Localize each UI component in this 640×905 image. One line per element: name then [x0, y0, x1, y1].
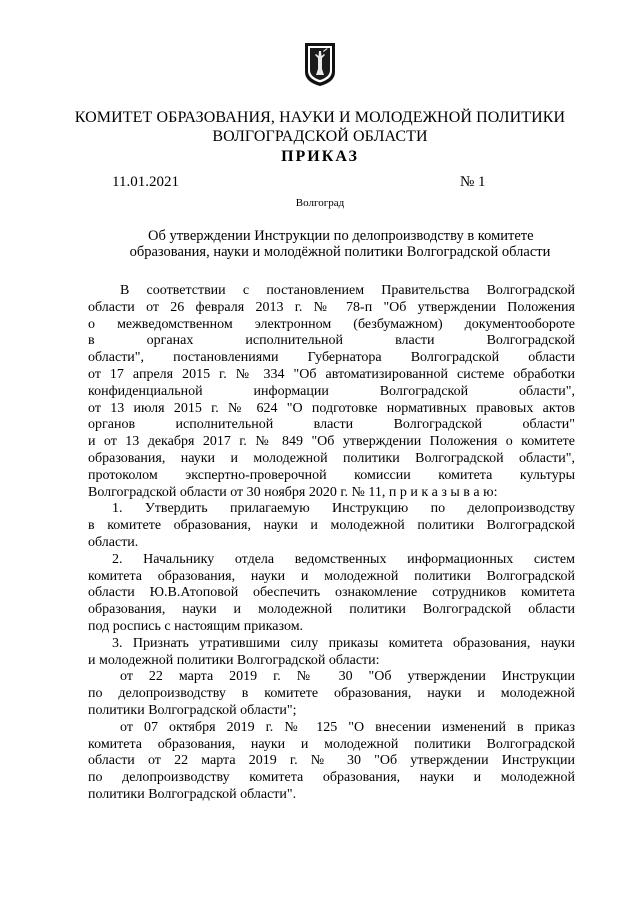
body-line: от 07 октября 2019 г. № 125 "О внесении изменений в приказ: [120, 719, 575, 735]
body-line: по делопроизводству комитета образования, науки и молодежной: [88, 770, 575, 786]
body-line: от 22 марта 2019 г. № 30 "Об утверждении Инструкции: [120, 669, 575, 685]
document-city: Волгоград: [295, 197, 345, 209]
subject-line: образования, науки и молодёжной политики Волгоградской области: [129, 244, 551, 260]
body-line: по делопроизводству в комитете образования, науки и молодежной: [88, 686, 575, 702]
body-line: протоколом экспертно-проверочной комиссии комитета культуры: [88, 467, 575, 483]
organization-name-line2: ВОЛГОГРАДСКОЙ ОБЛАСТИ: [212, 128, 428, 145]
document-body: [88, 283, 575, 804]
body-line: в органах исполнительной власти Волгоградской: [88, 333, 575, 349]
body-line: органов исполнительной власти Волгоградской области": [88, 417, 575, 433]
body-line: комитета образования, науки и молодежной политики Волгоградской: [88, 736, 575, 752]
body-line: комитета образования, науки и молодежной политики Волгоградской: [88, 568, 575, 584]
body-line: области от 26 февраля 2013 г. № 78-п "Об утверждении Положения: [88, 299, 575, 315]
body-line: политики Волгоградской области";: [88, 702, 297, 718]
body-line: от 13 июля 2015 г. № 624 "О подготовке нормативных правовых актов: [88, 400, 575, 416]
body-line: в комитете образования, науки и молодежной политики Волгоградской: [88, 518, 575, 534]
organization-name-line1: КОМИТЕТ ОБРАЗОВАНИЯ, НАУКИ И МОЛОДЕЖНОЙ ПОЛИТИКИ: [74, 109, 566, 126]
body-line: 2. Начальнику отдела ведомственных информационных систем: [112, 551, 575, 567]
body-line: и молодежной политики Волгоградской области:: [88, 652, 380, 668]
document-type-title: ПРИКАЗ: [281, 148, 359, 165]
subject-line: Об утверждении Инструкции по делопроизводству в комитете: [148, 228, 534, 244]
document-number: № 1: [460, 174, 486, 190]
coat-of-arms-emblem: [304, 42, 336, 87]
body-line: конфиденциальной информации Волгоградской области",: [88, 383, 575, 399]
body-line: под роспись с настоящим приказом.: [88, 618, 304, 634]
body-line: образования, науки и молодежной политики Волгоградской области",: [88, 450, 575, 466]
document-date: 11.01.2021: [112, 174, 179, 190]
body-line: политики Волгоградской области".: [88, 786, 297, 802]
body-line: от 17 апреля 2015 г. № 334 "Об автоматизированной системе обработки: [88, 366, 575, 382]
body-line: области", постановлениями Губернатора Волгоградской области: [88, 350, 575, 366]
document-subject: [100, 228, 580, 260]
body-line: образования, науки и молодежной политики Волгоградской области: [88, 602, 575, 618]
body-line: 3. Признать утратившими силу приказы комитета образования, науки: [112, 635, 575, 651]
body-line: В соответствии с постановлением Правительства Волгоградской: [120, 283, 575, 298]
body-line: о межведомственном электронном (безбумажном) документообороте: [88, 316, 575, 332]
body-line: и от 13 декабря 2017 г. № 849 "Об утверждении Положения о комитете: [88, 434, 575, 450]
body-line: области.: [88, 534, 139, 550]
body-line: Волгоградской области от 30 ноября 2020 г. № 11, п р и к а з ы в а ю:: [88, 484, 498, 500]
body-line: области от 22 марта 2019 г. № 30 "Об утверждении Инструкции: [88, 753, 575, 769]
body-line: 1. Утвердить прилагаемую Инструкцию по делопроизводству: [112, 501, 575, 517]
body-line: области Ю.В.Атоповой обеспечить ознакомление сотрудников комитета: [88, 585, 575, 601]
